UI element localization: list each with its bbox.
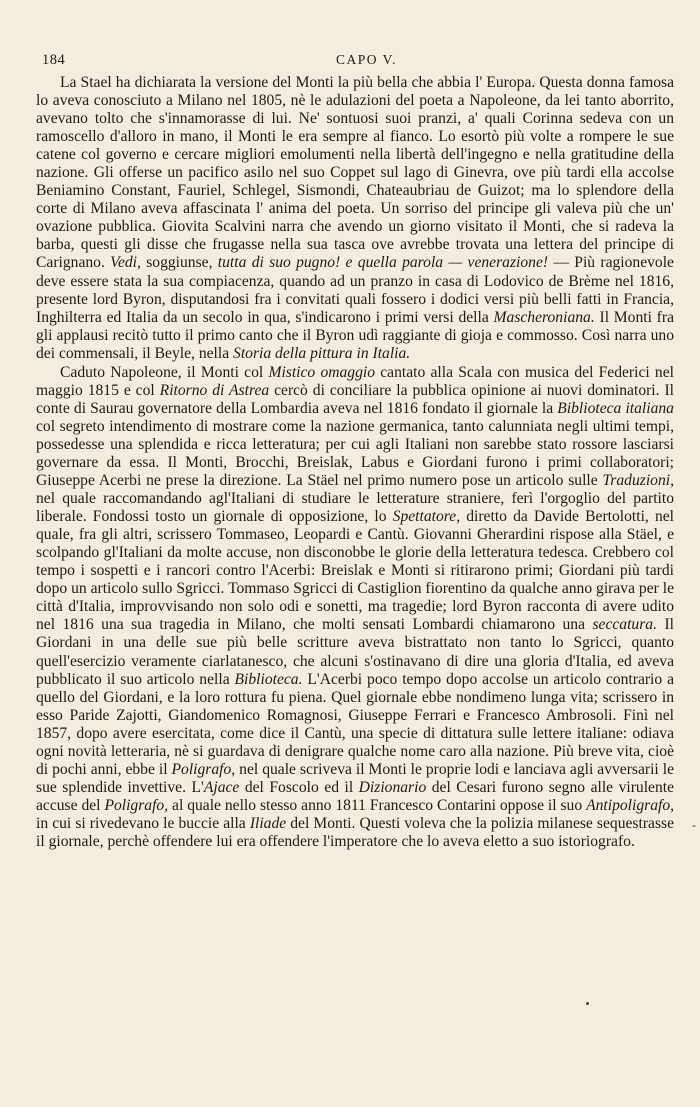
- italic-title: Traduzioni,: [602, 472, 674, 490]
- italic-title: Biblioteca italiana: [557, 399, 674, 417]
- page-number: 184: [42, 52, 66, 68]
- italic-title: Ajace: [203, 778, 240, 796]
- paragraph-stael-monti: [36, 74, 674, 363]
- italic-title: Ritorno di Astrea: [159, 381, 270, 399]
- italic-title: Vedi,: [110, 254, 141, 272]
- italic-title: Spettatore,: [392, 508, 461, 526]
- text-run: del Monti. Questi voleva che la polizia milanese sequestrasse il giornale, perchè offendere lui era offendere l'imperatore che lo aveva eletto a suo istoriografo.: [36, 814, 674, 850]
- italic-title: Poligrafo,: [171, 760, 236, 778]
- chapter-heading: CAPO V.: [336, 52, 398, 67]
- text-run: del Cesari furono segno alle virulente accuse del: [36, 778, 675, 814]
- text-run: cantato alla Scala con musica del Federici nel maggio 1815 e col: [36, 363, 674, 399]
- text-run: nel quale scriveva il Monti le proprie lodi e lanciava agli avversarii le sue splendide invettive. L': [36, 760, 674, 796]
- text-run: L'Acerbi poco tempo dopo accolse un articolo contrario a quello del Giordani, e la loro rottura fu piena. Quel giornale ebbe nondimeno lunga vita; scrissero in esso Paride Zajotti, Giandomenico Romagnosi, Giuseppe Ferrari e Francesco Ambrosoli. Finì nel 1857, dopo avere esercitata, come dice il Cantù, una specie di dittatura sulle lettere italiane: odiava ogni novità letteraria, nè si guardava di denigrare qualche nome caro alla nazione. Più breve vita, cioè di pochi anni, ebbe il: [36, 670, 674, 778]
- text-run: soggiunse,: [140, 254, 218, 272]
- text-run: cercò di conciliare la pubblica opinione ai nuovi dominatori. Il conte di Saurau governatore della Lombardia aveva nel 1816 fondato il giornale la: [36, 381, 674, 417]
- text-run: al quale nello stesso anno 1811 Francesco Contarini oppose il suo: [168, 796, 587, 814]
- italic-title: Poligrafo,: [104, 796, 169, 814]
- italic-title: Dizionario: [358, 778, 427, 796]
- italic-title: Antipoligrafo,: [586, 796, 675, 814]
- margin-mark: -: [692, 818, 696, 832]
- text-run: Caduto Napoleone, il Monti col: [60, 363, 269, 381]
- body-text: [36, 74, 674, 851]
- italic-title: Storia della pittura in Italia.: [233, 344, 411, 362]
- italic-title: Mistico omaggio: [268, 363, 376, 381]
- running-head: [36, 52, 674, 70]
- italic-title: seccatura.: [592, 616, 657, 634]
- text-run: Il Monti fra gli applausi recitò tutto il primo canto che il Byron udì raggiante di gioja e commosso. Così narra uno dei commensali, il Beyle, nella: [36, 308, 674, 362]
- text-run: col segreto intendimento di mostrare come la nazione germanica, tanto calunniata negli ultimi tempi, possedesse una splendida e ricca letteratura; per cui agli Italiani non sarebbe stato rossore lasciarsi governare da essa. Il Monti, Brocchi, Breislak, Labus e Giordani furono i primi collaboratori; Giuseppe Acerbi ne prese la direzione. La Stäel nel primo numero pose un articolo sulle: [36, 417, 674, 490]
- text-run: La Stael ha dichiarata la versione del Monti la più bella che abbia l' Europa. Questa donna famosa lo aveva conosciuto a Milano nel 1805, nè le adulazioni del poeta a Napoleone, da lei tanto aborrito, avevano tolto che s'innamorasse di lui. Ne' sontuosi suoi pranzi, a' quali Corinna sedeva con un ramoscello d'alloro in mano, il Monti le era sempre al fianco. Lo esortò più volte a rompere le sue catene col governo e cercare migliori emolumenti nella libertà dell'ingegno e nella gratitudine della nazione. Gli offerse un pacifico asilo nel suo Coppet sul lago di Ginevra, ove più tardi ella accolse Beniamino Constant, Fauriel, Schlegel, Sismondi, Chateaubriau de Guizot; ma lo splendore della corte di Milano aveva affascinata l' anima del poeta. Un sorriso del principe gli valeva più che un' ovazione pubblica. Giovita Scalvini narra che avendo un giorno visitato il Monti, che si radeva la barba, questi gli disse che frugasse nella sua tasca ove avrebbe trovata una lettera del principe di Carignano.: [36, 74, 674, 272]
- italic-title: Mascheroniana.: [493, 308, 595, 326]
- ink-dot: [586, 1002, 589, 1005]
- italic-title: tutta di suo pugno! e quella parola — venerazione!: [217, 254, 549, 272]
- italic-title: Biblioteca.: [234, 670, 303, 688]
- text-run: — Più ragionevole deve essere stata la sua compiacenza, quando ad un pranzo in casa di Lodovico de Brème nel 1816, presente lord Byron, disputandosi fra i convitati quali fossero i dodici versi più belli fatti in Francia, Inghilterra ed Italia da un secolo in qua, s'indicarono i primi versi della: [36, 254, 674, 326]
- text-run: in cui si rivedevano le buccie alla: [36, 814, 250, 832]
- text-run: nel quale raccomandando agl'Italiani di studiare le letterature straniere, ferì l'orgoglio del partito liberale. Fondossi tosto un giornale di opposizione, lo: [36, 490, 674, 526]
- text-run: Il Giordani in una delle sue più belle scritture aveva bistrattato non tanto lo Sgricci, quanto quell'esercizio veramente ciarlatanesco, che alcuni s'ostinavano di dire una gloria d'Italia, ed aveva pubblicato il suo articolo nella: [36, 616, 674, 688]
- text-run: del Foscolo ed il: [239, 778, 359, 796]
- paragraph-caduto-napoleone: [36, 364, 674, 851]
- italic-title: Iliade: [249, 814, 287, 832]
- text-run: diretto da Davide Bertolotti, nel quale, fra gli altri, scrissero Tommaseo, Leopardi e Cantù. Giovanni Gherardini rispose alla Stäel, e scolpando gl'Italiani da molte accuse, non disconobbe le glorie della letteratura tedesca. Crebbero col tempo i sospetti e i rancori contro l'Acerbi: Breislak e Monti si ritirarono primi; Giordani più tardi dopo un articolo sullo Sgricci. Tommaso Sgricci di Castiglion fiorentino da qualche anno girava per le città d'Italia, improvvisando non solo odi e sonetti, ma tragedie; lord Byron racconta di avere udito nel 1816 una sua tragedia in Milano, che molti sensati Lombardi chiamarono una: [36, 508, 674, 634]
